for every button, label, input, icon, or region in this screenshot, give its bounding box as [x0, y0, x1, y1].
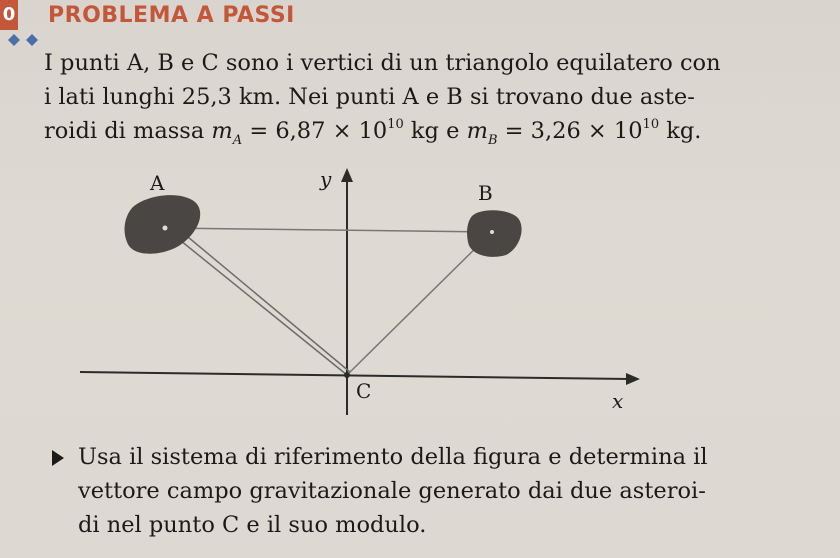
- problem-line-3: [44, 114, 824, 152]
- section-number-tab: [0, 0, 18, 30]
- diamond-markers-icon: [0, 30, 50, 50]
- side-ac-inner: [170, 222, 350, 372]
- mass-b-value: = 3,26 × 10: [504, 118, 643, 144]
- x-axis-arrow-icon: [626, 373, 640, 385]
- point-c-marker: [344, 372, 350, 378]
- asteroid-b-icon: [467, 210, 522, 257]
- triangle-figure: [70, 160, 670, 430]
- problem-line-1: I punti A, B e C sono i vertici di un triangolo equilatero con: [44, 50, 721, 76]
- point-a-marker: [163, 226, 168, 231]
- mass-a-value: = 6,87 × 10: [249, 118, 388, 144]
- task-line-3: di nel punto C e il suo modulo.: [78, 512, 427, 538]
- label-a: A: [150, 171, 165, 195]
- label-x-axis: x: [612, 389, 624, 413]
- mass-connector: e: [446, 118, 460, 144]
- label-y-axis: y: [320, 167, 332, 191]
- triangle-diagram: [70, 160, 670, 430]
- problem-heading: PROBLEMA A PASSI: [48, 3, 295, 28]
- mass-b-exponent: 10: [642, 117, 660, 132]
- mass-a: [211, 117, 446, 148]
- mass-a-exponent: 10: [387, 117, 404, 132]
- y-axis-arrow-icon: [341, 168, 353, 182]
- side-ab: [165, 228, 492, 232]
- point-b-marker: [490, 230, 494, 234]
- section-number: 0: [2, 4, 16, 25]
- mass-intro: roidi di massa: [44, 118, 205, 144]
- mass-b-symbol: m: [466, 118, 488, 144]
- x-axis: [80, 372, 630, 379]
- task-bullet-icon: [52, 450, 64, 466]
- mass-b-unit: kg.: [666, 118, 702, 144]
- task-line-1: Usa il sistema di riferimento della figura e determina il: [78, 444, 708, 470]
- label-c: C: [356, 379, 372, 403]
- mass-a-symbol: m: [211, 118, 233, 144]
- task-line-2: vettore campo gravitazionale generato dai due asteroi-: [78, 478, 706, 504]
- mass-a-unit: kg: [410, 118, 439, 144]
- side-ac-outer: [165, 228, 347, 375]
- asteroid-a-icon: [125, 195, 201, 254]
- problem-statement: [44, 46, 824, 152]
- task-block: [60, 440, 820, 542]
- mass-b-subscript: B: [487, 133, 498, 148]
- mass-a-subscript: A: [232, 133, 243, 148]
- mass-b: [466, 117, 702, 148]
- label-b: B: [478, 181, 493, 205]
- problem-line-2: i lati lunghi 25,3 km. Nei punti A e B si trovano due aste-: [44, 84, 695, 110]
- side-bc: [347, 232, 492, 375]
